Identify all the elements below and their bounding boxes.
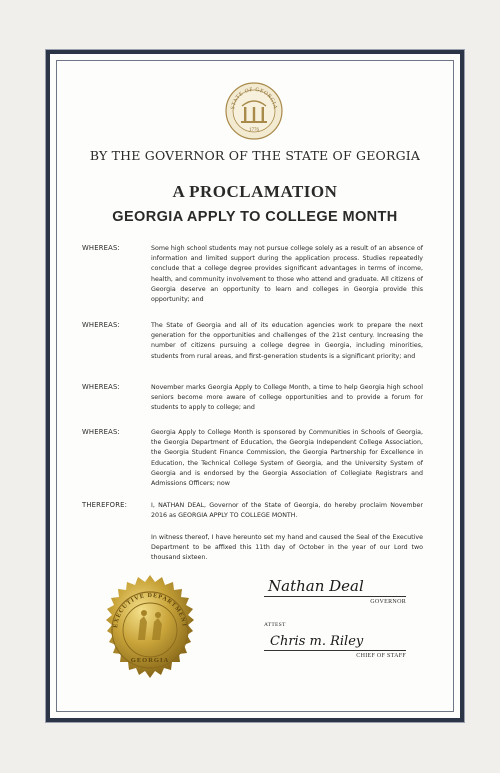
governor-signature-block [264, 596, 406, 605]
clause-label: WHEREAS: [82, 428, 120, 436]
chief-caption: CHIEF OF STAFF [356, 653, 406, 659]
signature-line [264, 596, 406, 597]
clause-label: THEREFORE: [82, 501, 128, 509]
chief-signature-text: Chris m. Riley [270, 634, 364, 649]
governor-signature [266, 574, 376, 596]
clause-text: Some high school students may not pursue college solely as a result of an absence of information and limited support during the application process. Studies repeatedly conclude that a college degree provides significant advantages in terms of income, health, and community involvement to those who attend and graduate. All citizens of Georgia deserve an opportunity to learn and colleges in Georgia provide this opportunity; and [151, 245, 423, 304]
clause-text: November marks Georgia Apply to College Month, a time to help Georgia high school seniors become more aware of college opportunities and to provide a forum for students to apply to college; and [151, 384, 423, 412]
signature-line [264, 650, 406, 651]
state-seal-icon [225, 82, 283, 140]
governor-heading: BY THE GOVERNOR OF THE STATE OF GEORGIA [89, 148, 421, 163]
proclamation-frame [46, 50, 464, 722]
witness-text: In witness thereof, I have hereunto set my hand and caused the Seal of the Executive Department to be affixed this 11th day of October in the year of our Lord two thousand sixteen. [151, 534, 423, 562]
clause-text: The State of Georgia and all of its education agencies work to prepare the next generation for the opportunities and challenges of the 21st century. Increasing the number of citizens pursuing a college degree in Georgia, including minorities, students from rural areas, and first-generation students is a significant priority; and [151, 322, 423, 360]
attest-label: ATTEST [264, 622, 286, 628]
clause-label: WHEREAS: [82, 383, 120, 391]
clause-text: I, NATHAN DEAL, Governor of the State of Georgia, do hereby proclaim November 2016 as GEORGIA APPLY TO COLLEGE MONTH. [151, 502, 423, 520]
seal-year: 1776 [249, 128, 259, 133]
clause-label: WHEREAS: [82, 244, 120, 252]
svg-text:EXECUTIVE DEPARTMENT: EXECUTIVE DEPARTMENT [113, 592, 187, 629]
chief-signature-block [264, 650, 406, 659]
governor-caption: GOVERNOR [370, 599, 406, 605]
governor-signature-text: Nathan Deal [268, 577, 364, 595]
page-title: GEORGIA APPLY TO COLLEGE MONTH [112, 209, 398, 225]
proclamation-heading: A PROCLAMATION [172, 182, 338, 201]
gold-seal-icon [92, 574, 208, 690]
clause-text: Georgia Apply to College Month is sponsored by Communities in Schools of Georgia, the Georgia Department of Education, the Georgia Independent College Association, the Georgia Student Finance Commission, the Georgia Partnership for Excellence in Education, the Technical College System of Georgia, and the University System of Georgia and is endorsed by the Georgia Association of Collegiate Registrars and Admissions Officers; now [151, 429, 423, 488]
chief-signature [268, 629, 388, 651]
clause-label: WHEREAS: [82, 321, 120, 329]
svg-text:STATE OF GEORGIA: STATE OF GEORGIA [230, 86, 279, 110]
gold-seal-bottom-text: GEORGIA [130, 657, 170, 664]
